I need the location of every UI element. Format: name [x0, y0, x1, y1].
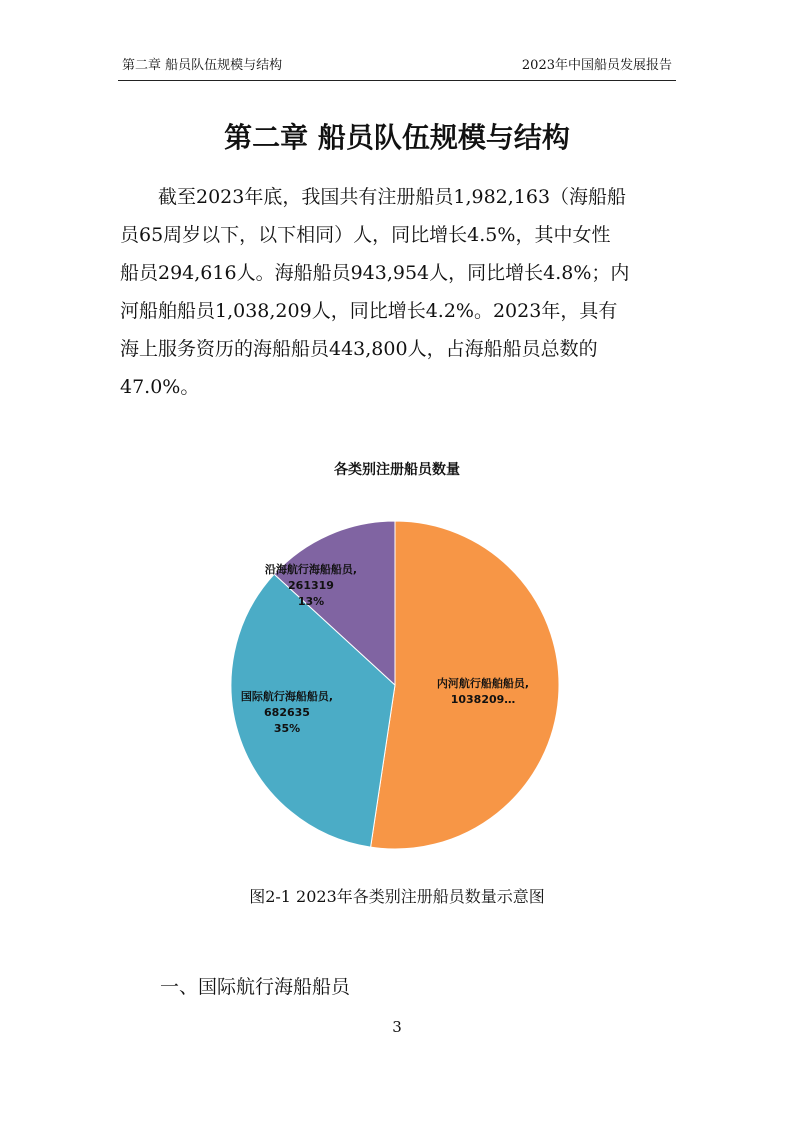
pie-slice-label: 内河航行船舶船员, 1038209…	[436, 677, 530, 706]
header-chapter: 第二章 船员队伍规模与结构	[122, 58, 283, 73]
page-header	[118, 56, 676, 81]
figure-caption: 图2-1 2023年各类别注册船员数量示意图	[249, 887, 545, 906]
paragraph-line: 海上服务资历的海船船员443,800人，占海船船员总数的	[120, 338, 598, 360]
pie-slice-label: 沿海航行海船船员, 261319 13%	[264, 563, 358, 608]
header-report-title: 2023年中国船员发展报告	[521, 58, 672, 73]
paragraph-line: 47.0%。	[120, 376, 200, 398]
chapter-title: 第二章 船员队伍规模与结构	[224, 121, 570, 154]
paragraph-line: 截至2023年底，我国共有注册船员1,982,163（海船船	[158, 186, 627, 208]
body-paragraph	[120, 178, 674, 406]
paragraph-line: 船员294,616人。海船船员943,954人，同比增长4.8%；内	[120, 262, 630, 284]
paragraph-line: 河船舶船员1,038,209人，同比增长4.2%。2023年，具有	[120, 300, 618, 322]
pie-slice-label: 国际航行海船船员, 682635 35%	[240, 690, 334, 735]
paragraph-line: 员65周岁以下，以下相同）人，同比增长4.5%，其中女性	[120, 224, 611, 246]
page-number: 3	[392, 1018, 402, 1036]
section-heading: 一、国际航行海船船员	[160, 976, 351, 998]
pie-chart	[210, 505, 580, 865]
chart-title: 各类别注册船员数量	[334, 462, 460, 478]
